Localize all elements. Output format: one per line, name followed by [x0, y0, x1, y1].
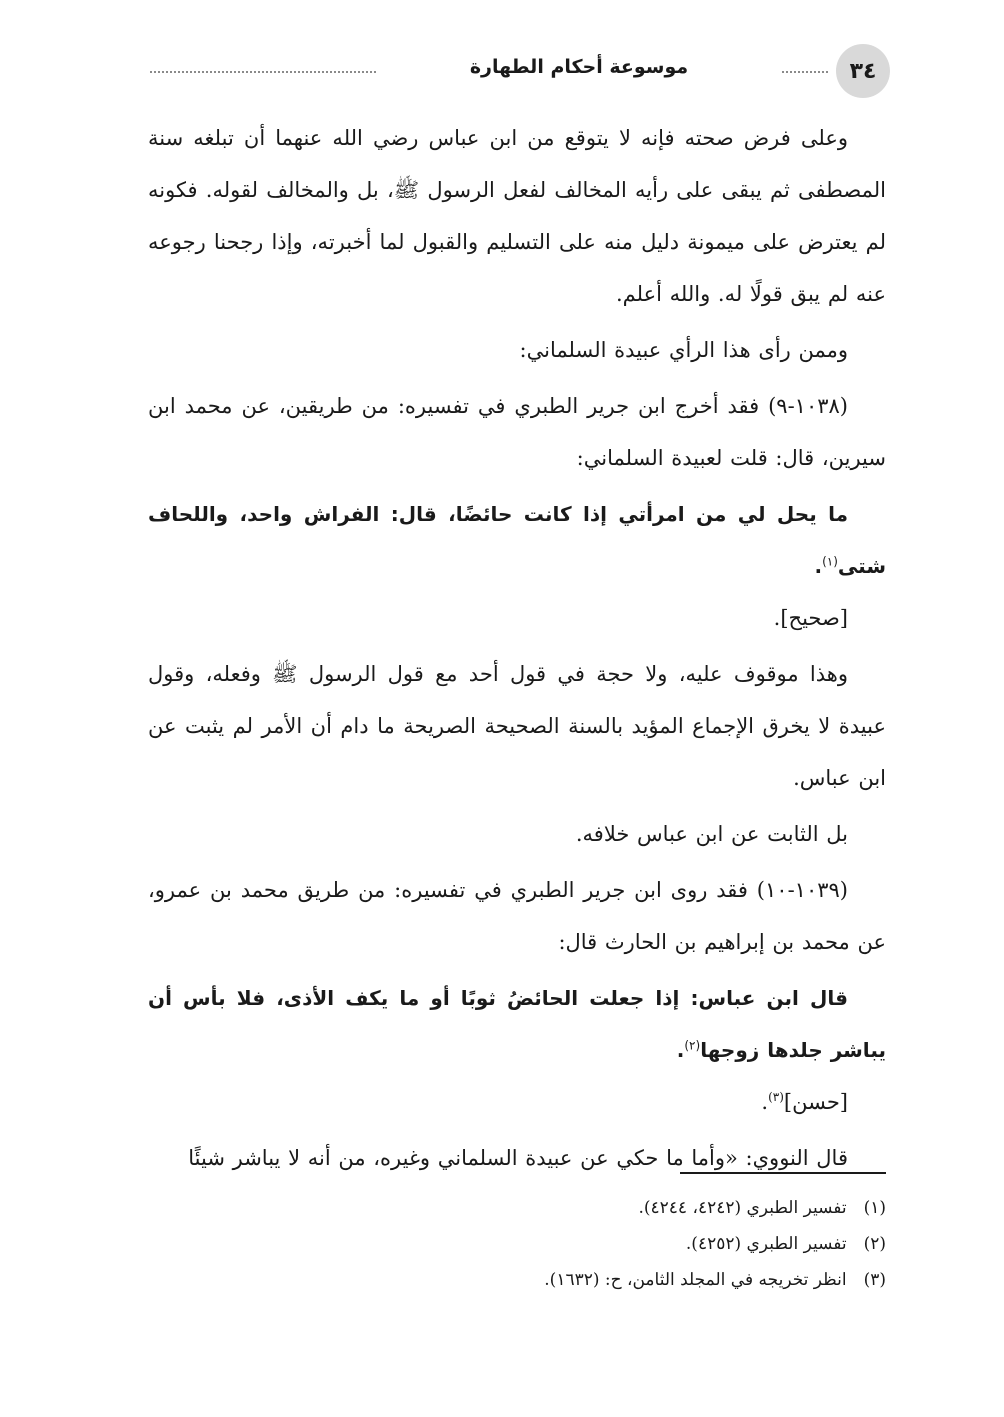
quote-text: ما يحل لي من امرأتي إذا كانت حائضًا، قال: الفراش واحد، واللحاف شتى	[148, 502, 886, 578]
paragraph: قال النووي: «وأما ما حكي عن عبيدة السلماني وغيره، من أنه لا يباشر شيئًا	[188, 1146, 848, 1170]
period: .	[676, 1038, 685, 1062]
paragraph: وعلى فرض صحته فإنه لا يتوقع من ابن عباس رضي الله عنهما أن تبلغه سنة المصطفى ثم يبقى على رأيه المخالف لفعل الرسول ﷺ، بل والمخالف لقوله. فكونه لم يعترض على ميمونة دليل منه على التسليم والقبول لما أخبرته، وإذا رجحنا رجوعه عنه لم يبق قولًا له. والله أعلم.	[148, 126, 886, 306]
grading-text: [حسن]	[783, 1090, 848, 1114]
paragraph: وممن رأى هذا الرأي عبيدة السلماني:	[519, 338, 848, 362]
page-number-badge	[836, 44, 890, 98]
quoted-narration	[148, 972, 886, 1076]
grading	[148, 1076, 886, 1128]
footnote-text: تفسير الطبري (٤٢٥٢).	[685, 1234, 847, 1254]
footnote	[148, 1226, 886, 1262]
footnote	[148, 1262, 886, 1298]
header-dotted-leader-left	[150, 71, 376, 73]
footnote-number: (٢)	[863, 1234, 886, 1254]
footnote-number: (١)	[863, 1198, 886, 1218]
footnote-number: (٣)	[863, 1270, 886, 1290]
footnotes	[148, 1190, 886, 1298]
narration-paragraph: (١٠٣٩-١٠) فقد روى ابن جرير الطبري في تفسيره: من طريق محمد بن عمرو، عن محمد بن إبراهيم بن الحارث قال:	[148, 878, 886, 954]
footnote	[148, 1190, 886, 1226]
header-dotted-leader-right	[782, 71, 828, 73]
paragraph: بل الثابت عن ابن عباس خلافه.	[575, 822, 848, 846]
quoted-narration	[148, 488, 886, 592]
footnote-ref[interactable]: (٣)	[768, 1090, 784, 1104]
footnote-text: تفسير الطبري (٤٢٤٢، ٤٢٤٤).	[638, 1198, 847, 1218]
footnote-ref[interactable]: (٢)	[684, 1038, 701, 1053]
footnote-separator	[680, 1172, 886, 1174]
period: .	[761, 1090, 769, 1114]
footnote-text: انظر تخريجه في المجلد الثامن، ح: (١٦٣٢).	[544, 1270, 847, 1290]
paragraph: وهذا موقوف عليه، ولا حجة في قول أحد مع قول الرسول ﷺ وفعله، وقول عبيدة لا يخرق الإجماع المؤيد بالسنة الصحيحة الصريحة ما دام أن الأمر لم يثبت عن ابن عباس.	[148, 662, 886, 790]
book-title: موسوعة أحكام الطهارة	[469, 56, 689, 78]
grading: [صحيح].	[773, 606, 848, 630]
quote-text: قال ابن عباس: إذا جعلت الحائضُ ثوبًا أو ما يكف الأذى، فلا بأس أن يباشر جلدها زوجها	[148, 986, 886, 1062]
narration-paragraph: (١٠٣٨-٩) فقد أخرج ابن جرير الطبري في تفسيره: من طريقين، عن محمد ابن سيرين، قال: قلت لعبيدة السلماني:	[148, 394, 886, 470]
page-number: ٣٤	[849, 58, 877, 84]
footnote-ref[interactable]: (١)	[822, 554, 838, 569]
running-header	[140, 44, 890, 100]
main-text	[148, 112, 886, 1184]
period: .	[814, 554, 823, 578]
